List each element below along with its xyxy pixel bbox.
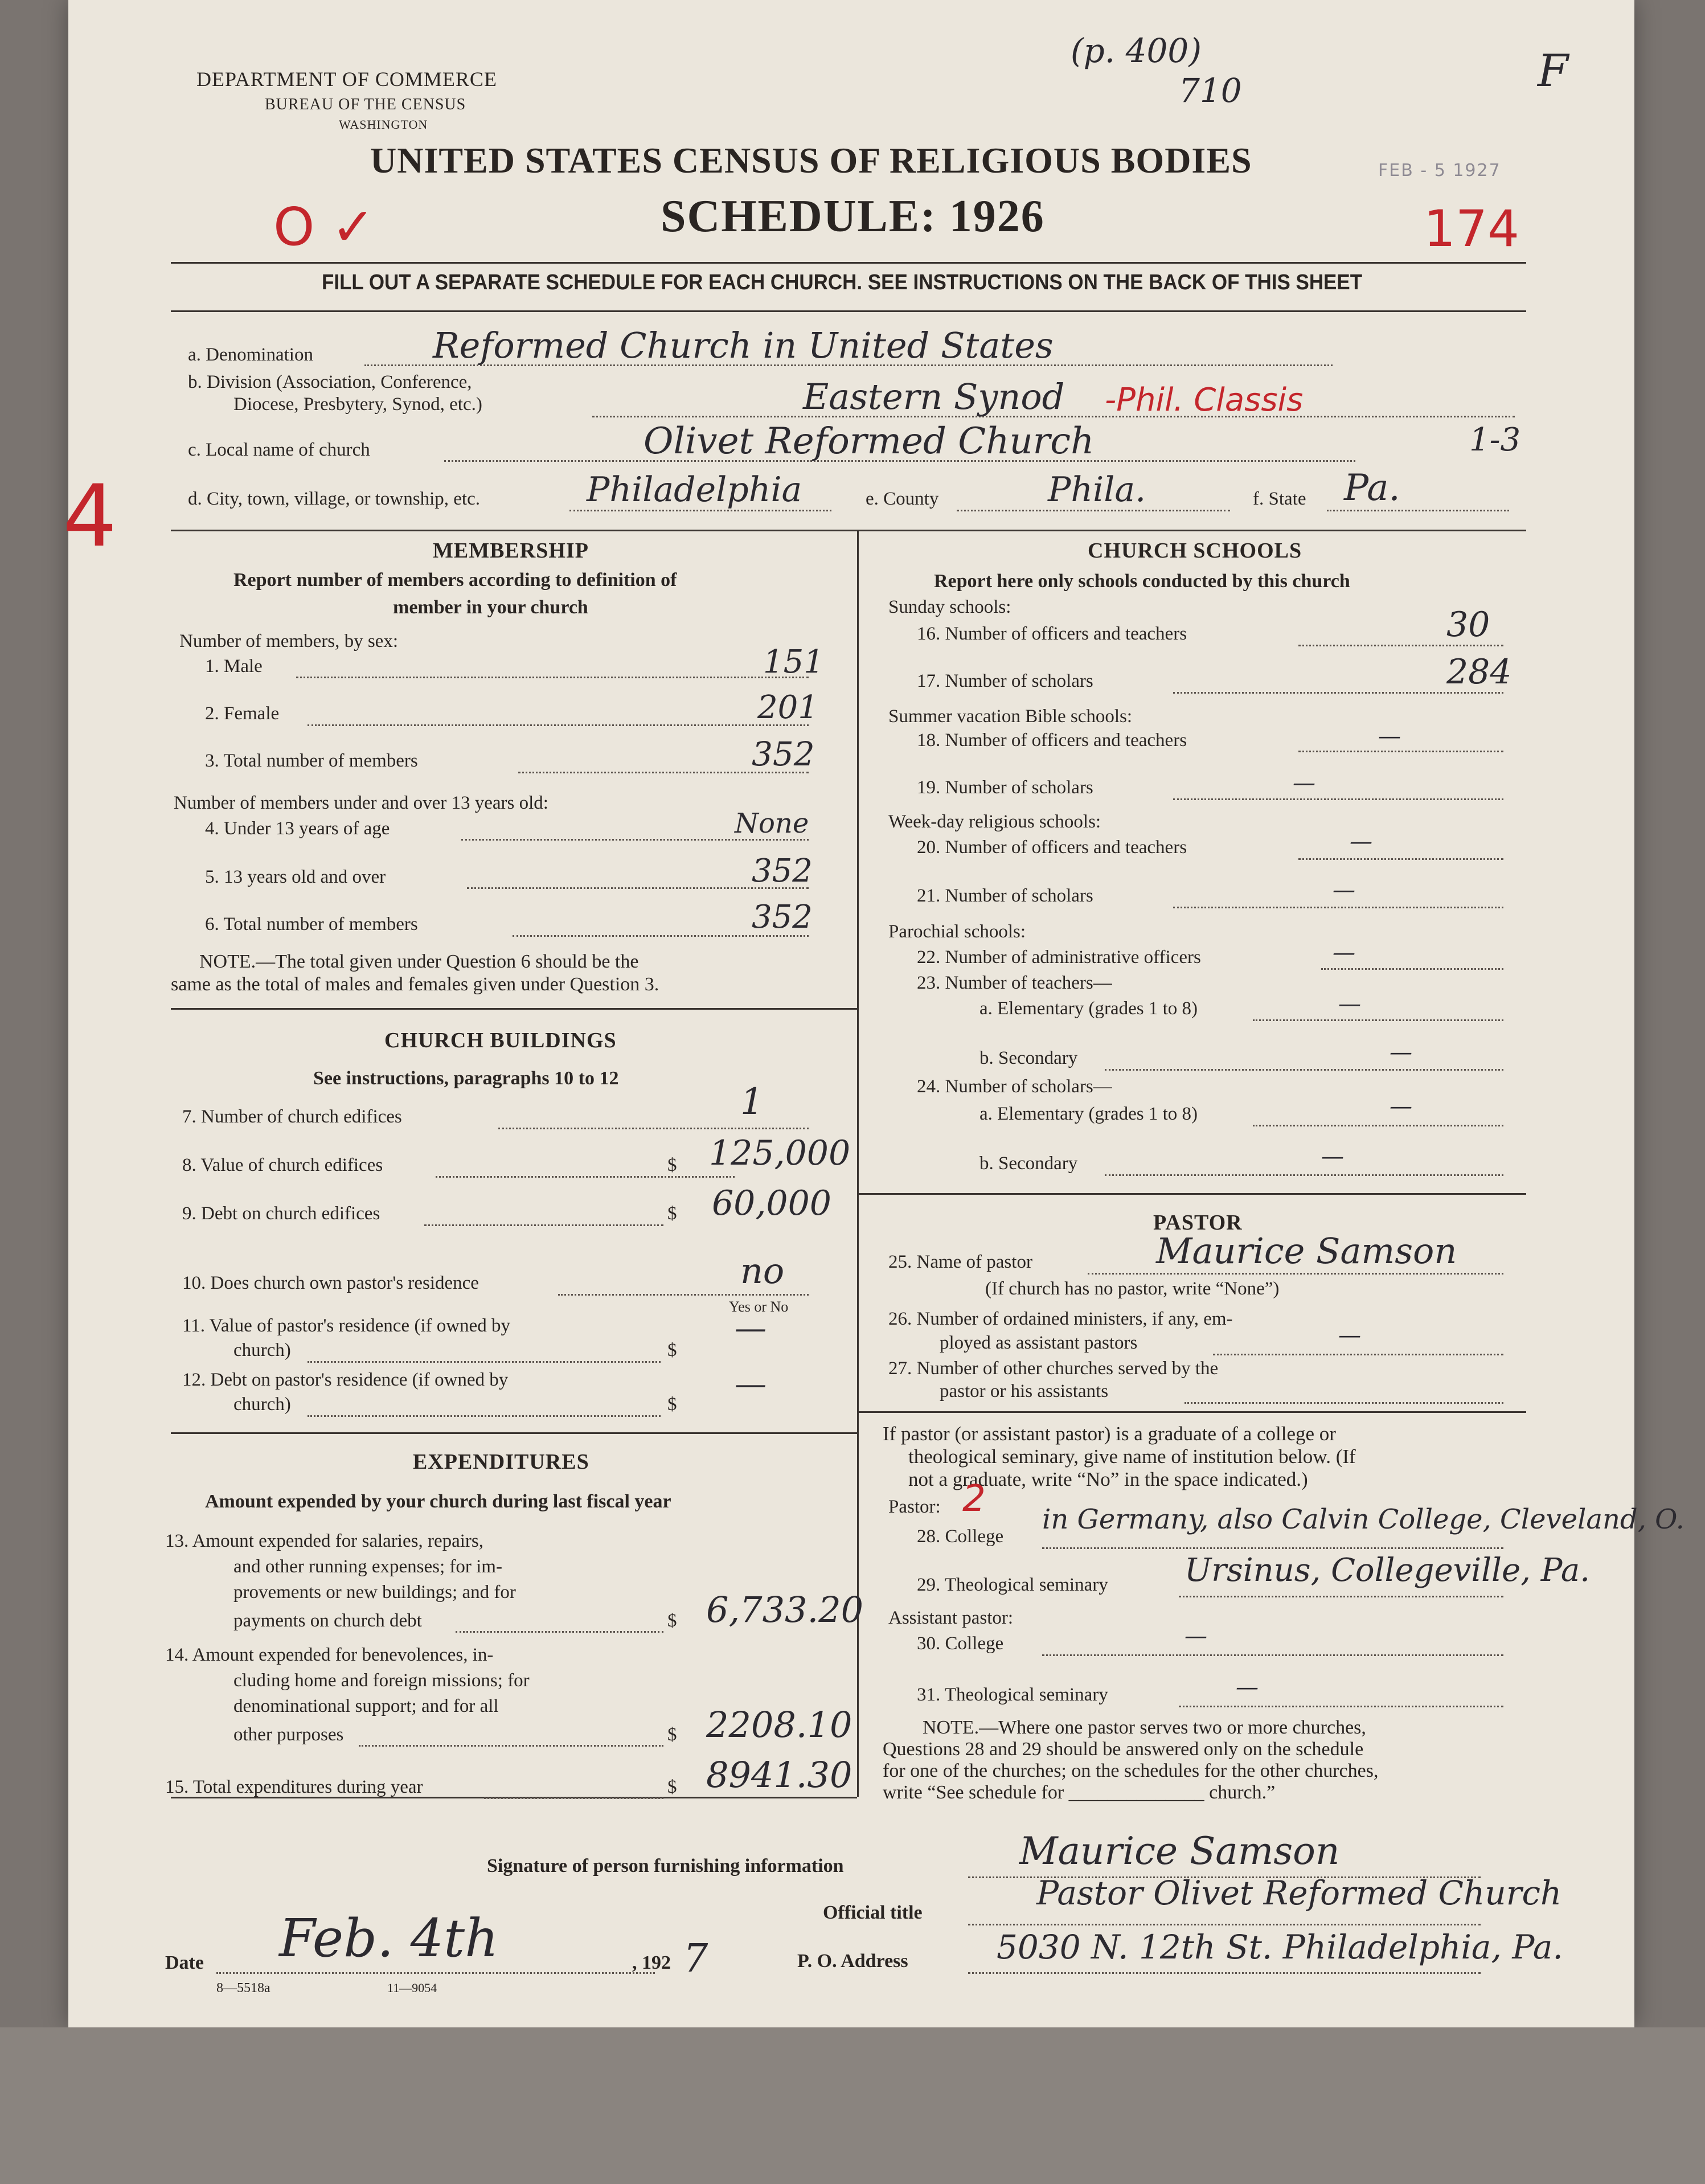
q15-value[interactable]: 8941.30 [706,1754,852,1796]
q2-value[interactable]: 201 [757,689,818,726]
form-title: UNITED STATES CENSUS OF RELIGIOUS BODIES [370,140,1252,181]
q11-value[interactable]: — [735,1310,767,1347]
signature-label: Signature of person furnishing information [487,1855,844,1876]
background-surface [0,2027,1705,2184]
city-name: WASHINGTON [339,117,428,132]
membership-note: NOTE.—The total given under Question 6 should be the [199,951,639,972]
q1-label: 1. Male [205,656,263,677]
q12-value[interactable]: — [735,1366,767,1403]
division-value[interactable]: Eastern Synod [803,376,1065,417]
q12-line [308,1415,661,1417]
official-title-value[interactable]: Pastor Olivet Reformed Church [1036,1874,1562,1912]
q9-label: 9. Debt on church edifices [182,1203,380,1224]
q26-label-cont: ployed as assistant pastors [940,1333,1138,1353]
q2-line [308,724,809,726]
q14-label-1: 14. Amount expended for benevolences, in- [165,1645,494,1665]
corner-mark: F [1538,46,1569,97]
buildings-heading: CHURCH BUILDINGS [384,1029,617,1052]
q9-line [424,1224,663,1226]
parochial-schools-label: Parochial schools: [888,921,1026,942]
census-form-sheet [63,0,1684,2027]
q13-label-4: payments on church debt [233,1611,422,1631]
buildings-bottom-rule [171,1432,857,1434]
city-value[interactable]: Philadelphia [587,470,802,510]
buildings-sub: See instructions, paragraphs 10 to 12 [313,1068,619,1089]
top-number-note: 710 [1179,71,1242,110]
state-label: f. State [1253,489,1306,509]
city-line [569,510,831,511]
identification-rule [171,530,1526,531]
q31-line [1179,1706,1503,1707]
state-line [1327,510,1509,511]
q28-value[interactable]: in Germany, also Calvin College, Cleveland, O. [1042,1503,1684,1535]
church-name-label: c. Local name of church [188,440,370,460]
received-date-stamp: FEB - 5 1927 [1378,161,1501,181]
q14-dollar: $ [667,1724,677,1745]
assistant-pastor-label: Assistant pastor: [888,1608,1014,1628]
q28-line [1042,1547,1503,1549]
top-bracket-note: (p. 400) [1071,31,1202,70]
q7-label: 7. Number of church edifices [182,1107,402,1127]
division-label: b. Division (Association, Conference, [188,372,472,392]
pastor-heading: PASTOR [1153,1211,1243,1235]
q27-label: 27. Number of other churches served by the [888,1358,1219,1379]
q23b-line [1105,1069,1503,1071]
q18-value[interactable]: — [1378,723,1401,749]
pastor-rule [857,1411,1526,1413]
q4-label: 4. Under 13 years of age [205,818,390,839]
q25-line [1088,1273,1503,1275]
q26-value[interactable]: — [1338,1322,1361,1349]
q9-dollar: $ [667,1203,677,1224]
summer-schools-label: Summer vacation Bible schools: [888,706,1133,727]
q15-line [484,1797,663,1799]
q15-label: 15. Total expenditures during year [165,1777,423,1797]
denomination-value[interactable]: Reformed Church in United States [433,325,1054,366]
q24a-label: a. Elementary (grades 1 to 8) [979,1104,1198,1124]
header-rule-bottom [171,310,1526,312]
q4-value[interactable]: None [735,808,809,839]
q30-value[interactable]: — [1185,1623,1207,1649]
q27-label-cont: pastor or his assistants [940,1381,1109,1402]
county-label: e. County [866,489,939,509]
po-address-label: P. O. Address [797,1951,908,1972]
q16-line [1298,645,1503,646]
q7-value[interactable]: 1 [740,1081,764,1123]
pastor-red-mark: 2 [962,1478,986,1520]
county-value[interactable]: Phila. [1048,470,1146,510]
q23b-value[interactable]: — [1390,1039,1412,1066]
q23a-line [1253,1019,1503,1021]
q17-label: 17. Number of scholars [917,671,1093,691]
schools-bottom-rule [857,1193,1526,1195]
division-label-cont: Diocese, Presbytery, Synod, etc.) [233,394,482,415]
q13-label-1: 13. Amount expended for salaries, repairs, [165,1531,484,1551]
q19-label: 19. Number of scholars [917,777,1093,798]
q9-value[interactable]: 60,000 [712,1183,831,1223]
q20-value[interactable]: — [1350,829,1372,855]
q24b-label: b. Secondary [979,1153,1078,1174]
q30-label: 30. College [917,1633,1004,1654]
q29-label: 29. Theological seminary [917,1575,1108,1595]
q24-label: 24. Number of scholars— [917,1076,1112,1097]
instruction-line: FILL OUT A SEPARATE SCHEDULE FOR EACH CHURCH. SEE INSTRUCTIONS ON THE BACK OF THIS SHEET [322,271,1363,294]
q7-line [498,1128,809,1129]
q3-label: 3. Total number of members [205,751,418,771]
q23a-value[interactable]: — [1338,991,1361,1017]
q8-line [436,1176,735,1178]
q14-value[interactable]: 2208.10 [706,1704,852,1745]
q8-value[interactable]: 125,000 [709,1133,851,1173]
q17-line [1173,692,1503,694]
members-by-age-label: Number of members under and over 13 years old: [174,793,548,813]
q22-label: 22. Number of administrative officers [917,947,1201,968]
schools-sub: Report here only schools conducted by this church [934,571,1350,592]
q19-value[interactable]: — [1293,770,1315,796]
q16-value[interactable]: 30 [1446,605,1490,645]
q26-line [1213,1354,1503,1355]
q11-label-cont: church) [233,1340,291,1361]
q13-label-3: provements or new buildings; and for [233,1582,516,1603]
q21-value[interactable]: — [1333,877,1355,903]
q10-value[interactable]: no [740,1250,785,1292]
weekday-schools-label: Week-day religious schools: [888,812,1101,832]
q21-line [1173,907,1503,908]
q23a-label: a. Elementary (grades 1 to 8) [979,998,1198,1019]
q20-label: 20. Number of officers and teachers [917,837,1187,858]
year-prefix: , 192 [632,1952,671,1973]
q11-dollar: $ [667,1340,677,1361]
header-rule-top [171,262,1526,264]
bureau-name: BUREAU OF THE CENSUS [265,96,466,113]
pastor-note-4: write “See schedule for ______________ church.” [883,1782,1276,1803]
membership-intro-cont: member in your church [393,597,588,618]
q23-label: 23. Number of teachers— [917,973,1112,993]
q5-label: 5. 13 years old and over [205,867,386,887]
official-title-label: Official title [823,1902,923,1923]
members-by-sex-label: Number of members, by sex: [179,631,398,651]
q29-value[interactable]: Ursinus, Collegeville, Pa. [1185,1552,1591,1589]
q10-label: 10. Does church own pastor's residence [182,1273,479,1293]
q17-value[interactable]: 284 [1446,652,1512,692]
q10-hint: Yes or No [729,1298,789,1315]
q8-dollar: $ [667,1155,677,1175]
red-right-number: 174 [1424,199,1519,258]
q31-value[interactable]: — [1236,1674,1259,1701]
q26-label: 26. Number of ordained ministers, if any, em- [888,1309,1233,1329]
membership-heading: MEMBERSHIP [433,539,589,563]
q18-line [1298,751,1503,752]
church-name-value[interactable]: Olivet Reformed Church [644,420,1095,462]
q14-line [359,1745,663,1747]
q29-line [1179,1596,1503,1597]
q13-label-2: and other running expenses; for im- [233,1556,502,1577]
q15-dollar: $ [667,1777,677,1797]
q18-label: 18. Number of officers and teachers [917,730,1187,751]
q14-label-3: denominational support; and for all [233,1696,499,1716]
q24a-value[interactable]: — [1390,1093,1412,1120]
q24b-line [1105,1174,1503,1176]
q19-line [1173,798,1503,800]
q5-value[interactable]: 352 [752,853,813,890]
q11-line [308,1361,661,1363]
expenditures-heading: EXPENDITURES [413,1450,589,1474]
q6-value[interactable]: 352 [752,899,813,936]
graduate-instr-2: theological seminary, give name of institution below. (If [908,1445,1356,1468]
po-address-value[interactable]: 5030 N. 12th St. Philadelphia, Pa. [997,1928,1563,1966]
q10-line [558,1294,809,1296]
q21-label: 21. Number of scholars [917,886,1093,906]
q30-line [1042,1654,1503,1656]
q2-label: 2. Female [205,703,280,724]
print-number: 11—9054 [387,1981,437,1995]
membership-bottom-rule [171,1008,857,1010]
q28-label: 28. College [917,1526,1004,1547]
po-address-line [968,1972,1481,1974]
q12-dollar: $ [667,1394,677,1415]
department-name: DEPARTMENT OF COMMERCE [196,68,497,91]
year-value[interactable]: 7 [683,1936,708,1981]
q16-label: 16. Number of officers and teachers [917,624,1187,644]
q8-label: 8. Value of church edifices [182,1155,383,1175]
official-title-line [968,1924,1481,1925]
q6-label: 6. Total number of members [205,914,418,935]
q14-label-2: cluding home and foreign missions; for [233,1670,530,1691]
red-margin-mark: 4 [63,467,117,566]
form-number: 8—5518a [216,1981,270,1995]
pastor-note-3: for one of the churches; on the schedules for the other churches, [883,1760,1379,1781]
q13-dollar: $ [667,1611,677,1631]
county-line [957,510,1230,511]
q12-label-cont: church) [233,1394,291,1415]
date-value[interactable]: Feb. 4th [279,1908,499,1969]
pastor-note-2: Questions 28 and 29 should be answered only on the schedule [883,1739,1364,1760]
q1-line [296,677,809,678]
q14-label-4: other purposes [233,1724,344,1745]
date-label: Date [165,1952,204,1973]
q25-label: 25. Name of pastor [888,1252,1032,1272]
state-value[interactable]: Pa. [1344,467,1400,509]
q23b-label: b. Secondary [979,1048,1078,1068]
q22-value[interactable]: — [1333,940,1355,966]
signature-value[interactable]: Maurice Samson [1019,1829,1340,1873]
side-mark: 1-3 [1469,421,1521,458]
sunday-schools-label: Sunday schools: [888,597,1011,617]
q25-value[interactable]: Maurice Samson [1156,1230,1457,1272]
date-line [216,1972,655,1974]
pastor-sub-label: Pastor: [888,1497,941,1517]
denomination-label: a. Denomination [188,345,313,365]
q1-value[interactable]: 151 [763,644,824,681]
q27-line [1185,1402,1503,1404]
membership-intro: Report number of members according to definition of [233,569,677,591]
graduate-instr-1: If pastor (or assistant pastor) is a graduate of a college or [883,1423,1336,1445]
q22-line [1321,968,1503,970]
graduate-instr-3: not a graduate, write “No” in the space indicated.) [908,1468,1308,1490]
q24a-line [1253,1125,1503,1126]
q12-label: 12. Debt on pastor's residence (if owned by [182,1370,509,1390]
city-label: d. City, town, village, or township, etc. [188,489,480,509]
q25-hint: (If church has no pastor, write “None”) [985,1279,1280,1299]
q31-label: 31. Theological seminary [917,1685,1108,1705]
division-red-note: -Phil. Classis [1105,382,1304,419]
membership-note-cont: same as the total of males and females given under Question 3. [171,974,659,995]
q13-value[interactable]: 6,733.20 [706,1589,864,1630]
q24b-value[interactable]: — [1321,1144,1344,1170]
q13-line [456,1631,663,1633]
q11-label: 11. Value of pastor's residence (if owned by [182,1316,510,1336]
pastor-note-1: NOTE.—Where one pastor serves two or more churches, [923,1717,1366,1738]
red-left-mark: O ✓ [273,196,375,257]
q3-value[interactable]: 352 [752,735,815,773]
schools-heading: CHURCH SCHOOLS [1088,539,1302,563]
q20-line [1298,858,1503,860]
schedule-title: SCHEDULE: 1926 [661,191,1045,241]
expenditures-sub: Amount expended by your church during last fiscal year [205,1491,671,1512]
